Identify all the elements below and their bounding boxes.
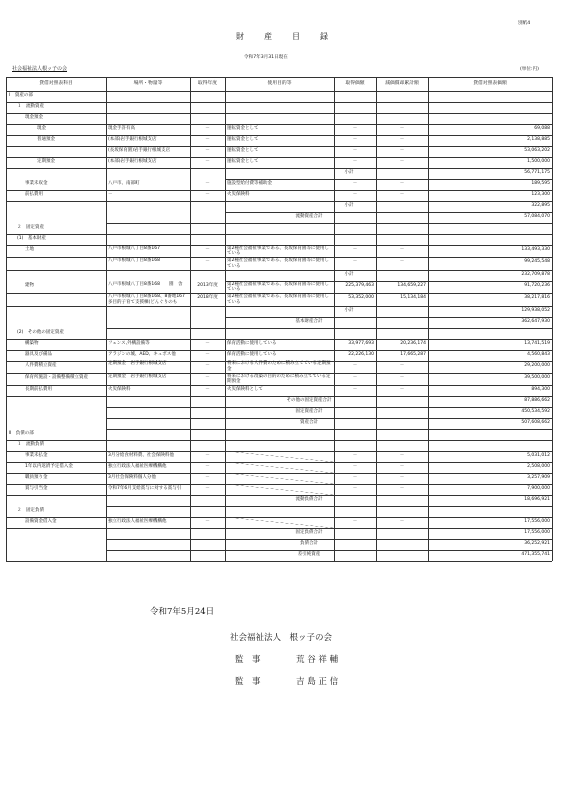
bs-value: 53,063,202 (524, 148, 550, 153)
account-name: ２ 固定負債 (17, 508, 44, 514)
row-rule (106, 223, 552, 224)
acq-cost: － (352, 159, 358, 164)
acq-cost: － (352, 148, 358, 153)
row-rule (106, 328, 552, 329)
footer-org: 社会福祉法人 根ッ子の会 (230, 633, 333, 643)
bs-value: 91,720,236 (524, 282, 550, 288)
purpose: 将来における人件費のために積み立てている定期預金 (227, 361, 331, 372)
row-rule (6, 201, 552, 202)
row-rule (6, 339, 552, 340)
depreciation: － (399, 247, 405, 252)
row-rule (225, 179, 552, 180)
column-rule (225, 77, 226, 561)
depreciation: － (399, 475, 405, 481)
acq-year: － (205, 340, 210, 346)
account-name: 人件費積立資産 (25, 362, 57, 368)
depreciation: － (399, 387, 405, 393)
column-header: 減価償却累計額 (385, 80, 419, 86)
purpose: 施設型給付費等補助金 (227, 181, 272, 186)
total-value: 322,895 (531, 203, 550, 208)
depreciation: － (399, 486, 405, 492)
depreciation: － (399, 137, 405, 142)
depreciation: 15,134,184 (400, 295, 426, 301)
bs-value: 69,088 (534, 126, 550, 131)
subtotal-label: 小計 (344, 170, 354, 175)
row-rule (6, 91, 552, 92)
column-header: 取得年度 (197, 80, 218, 86)
row-rule (106, 429, 552, 430)
bs-value: 189,595 (531, 181, 550, 186)
acq-cost: － (352, 259, 358, 265)
acq-cost: － (352, 486, 358, 492)
acq-year: － (205, 453, 210, 459)
acq-year: － (205, 464, 210, 470)
location: アラジンの城、AED、キュポス他 (108, 351, 176, 357)
row-rule (6, 495, 552, 496)
purpose: 第2種社会福祉事業である、長坂保育園等に使用している (227, 258, 329, 269)
column-header: 貸借対照表価額 (473, 80, 507, 86)
corner-label: 別紙4 (518, 21, 531, 26)
bs-value: 2,138,885 (527, 137, 550, 142)
location: (本部)岩手銀行根城支店 (108, 159, 157, 164)
acq-cost: － (352, 475, 358, 481)
location: 3月社会保険料個人分他 (108, 475, 156, 481)
depreciation: － (399, 148, 405, 153)
row-rule (6, 135, 552, 136)
bs-value: 4,560,843 (527, 351, 550, 357)
acq-year: 2018年度 (197, 295, 218, 301)
subtotal-label: 小計 (344, 203, 354, 208)
total-value: 471,355,741 (521, 552, 550, 558)
total-label: その他の固定資産合計 (286, 398, 332, 404)
location: 令和7年6月支給賞与に対する賞与引 (108, 486, 182, 492)
column-rule (190, 77, 191, 561)
account-name: 事業未払金 (25, 453, 48, 459)
row-rule (106, 550, 552, 551)
row-rule (6, 270, 552, 271)
depreciation: － (399, 181, 405, 186)
row-rule (6, 385, 552, 386)
acq-year: － (205, 362, 210, 368)
diagonal-strike (225, 484, 334, 495)
column-header: 使用目的等 (267, 80, 292, 86)
footer-date: 令和7年5月24日 (150, 607, 215, 617)
purpose: 運転資金として (227, 126, 259, 131)
account-name: 設備資金借入金 (25, 519, 57, 525)
bs-value: 13,741,519 (524, 340, 550, 346)
column-header: 場所・物量等 (133, 80, 163, 86)
location: 八戸市根城八丁目8番168、8番地167 多目的子育て支援棟(どんぐりのも (108, 294, 190, 305)
row-rule (6, 528, 552, 529)
depreciation: 17,665,287 (400, 351, 426, 357)
total-label: 固定負債合計 (295, 530, 323, 536)
auditor1-signature: 荒 谷 祥 輔 (296, 655, 339, 665)
account-name: 事業未収金 (25, 181, 48, 186)
depreciation: － (399, 453, 405, 459)
acq-year: － (205, 137, 210, 142)
document-title: 財 産 目 録 (236, 32, 334, 41)
row-rule (225, 212, 552, 213)
diagonal-strike (225, 517, 334, 528)
acq-cost: － (352, 387, 358, 393)
total-label: 基本財産合計 (295, 318, 323, 324)
row-rule (225, 317, 552, 318)
row-rule (106, 506, 552, 507)
column-header: 貸借対照表科目 (39, 80, 73, 86)
bs-value: 17,556,000 (524, 519, 550, 525)
acq-cost: － (352, 247, 358, 252)
location: － (108, 192, 113, 197)
bs-value: 123,300 (531, 192, 550, 197)
account-name: (1) 基本財産 (17, 236, 46, 241)
bs-value: 7,900,000 (527, 486, 550, 492)
total-value: 507,608,662 (521, 420, 550, 426)
total-value: 129,938,052 (521, 307, 550, 313)
depreciation: 134,659,227 (397, 282, 426, 288)
depreciation: － (399, 192, 405, 197)
acq-cost: 33,977,693 (348, 340, 374, 346)
location: 独立行政法人福祉医療機構他 (108, 519, 167, 525)
column-header: 取得価額 (345, 80, 365, 86)
subtotal-label: 小計 (344, 307, 354, 313)
row-rule (6, 146, 552, 147)
row-rule (6, 77, 552, 78)
acq-year: － (205, 126, 210, 131)
auditor2-signature: 吉 島 正 信 (296, 677, 339, 687)
account-name: 現金 (37, 126, 46, 131)
bs-value: 2,508,000 (527, 464, 550, 470)
row-rule (6, 168, 552, 169)
account-name: 長期前払費用 (25, 387, 52, 393)
auditor1-role: 監 事 (235, 655, 261, 665)
acq-year: － (205, 519, 210, 525)
acq-year: 2013年度 (197, 282, 218, 288)
bs-value: 38,217,816 (524, 295, 550, 301)
total-label: 負債合計 (300, 541, 318, 547)
bs-value: 39,500,000 (524, 375, 550, 380)
acq-year: － (205, 387, 210, 393)
account-name: 賞与引当金 (25, 486, 48, 492)
bs-value: 1,500,000 (527, 159, 550, 164)
row-rule (6, 234, 552, 235)
account-name: 保育所施設・設備整備積立資産 (25, 375, 88, 380)
account-name: 建物 (25, 282, 34, 288)
total-label: 固定資産合計 (295, 409, 323, 415)
depreciation: － (399, 259, 405, 265)
column-rule (428, 77, 429, 561)
purpose: 運転資金として (227, 148, 259, 153)
row-rule (6, 306, 552, 307)
total-value: 18,696,921 (524, 497, 550, 503)
account-name: 現金預金 (25, 115, 43, 120)
column-rule (552, 77, 553, 561)
location: 現金手許有高 (108, 126, 135, 131)
account-name: １ 流動資産 (17, 104, 44, 109)
location: 火災保険料 (108, 387, 131, 393)
account-name: Ⅱ 負債の部 (9, 431, 34, 437)
purpose: 将来における改築の目的のために積み立てている定期預金 (227, 373, 331, 385)
account-name: 構築物 (25, 340, 39, 346)
purpose: 火災保険料として (227, 387, 263, 393)
acq-cost: 53,352,000 (348, 295, 374, 301)
account-name: (2) その他の固定資産 (17, 329, 64, 335)
account-name: 1年以内返済予定借入金 (25, 464, 73, 470)
total-label: 資産合計 (300, 420, 318, 426)
purpose: 保育活動に使用している (227, 340, 277, 346)
row-rule (6, 561, 552, 562)
depreciation: － (399, 464, 405, 470)
asset-inventory-table (6, 77, 552, 561)
account-name: １ 流動負債 (17, 442, 44, 448)
depreciation: － (399, 375, 405, 380)
acq-cost: － (352, 181, 358, 186)
acq-year: － (205, 351, 210, 357)
account-name: 前払費用 (25, 192, 43, 197)
location: 八戸市根城八丁目8番168 園 舎 (108, 281, 183, 287)
acq-cost: － (352, 519, 358, 525)
column-rule (6, 77, 7, 561)
total-value: 362,647,930 (521, 318, 550, 324)
purpose: 第2種社会福祉事業である、長坂保育園等に使用している (227, 281, 329, 293)
location: 八戸市、南部町 (108, 181, 140, 186)
acq-year: － (205, 192, 210, 197)
purpose: 保育活動に使用している (227, 351, 277, 357)
purpose: 運転資金として (227, 159, 259, 164)
location: (本部)岩手銀行根城支店 (108, 137, 157, 142)
account-name: Ⅰ 資産の部 (9, 93, 33, 98)
account-name: 職員預り金 (25, 475, 48, 481)
account-name: ２ 固定資産 (17, 225, 44, 230)
location: 独立行政法人福祉医療機構他 (108, 464, 167, 470)
bs-value: 99,245,548 (524, 259, 550, 265)
acq-year: － (205, 475, 210, 481)
acq-year: － (205, 181, 210, 186)
total-label: 流動負債合計 (295, 497, 323, 503)
total-value: 56,771,175 (524, 170, 550, 175)
diagonal-strike (225, 473, 334, 484)
location: 八戸市根城八丁目8番167 (108, 245, 160, 251)
row-rule (6, 190, 552, 191)
column-rule (334, 77, 335, 561)
row-rule (6, 102, 552, 103)
acq-year: － (205, 247, 210, 252)
row-rule (106, 418, 552, 419)
account-name: 器具及び備品 (25, 351, 52, 357)
bs-value: 3,257,909 (527, 475, 550, 481)
row-rule (6, 396, 552, 397)
diagonal-strike (225, 451, 334, 462)
location: 定期預金 岩手銀行根城支店 (108, 373, 167, 379)
acq-cost: － (352, 362, 358, 368)
location: 3月分給食材料費、社会保険料他 (108, 453, 174, 459)
location: 八戸市根城八丁目8番168 (108, 258, 160, 264)
as-of-date: 令和7年3月31日現在 (244, 55, 288, 60)
account-name: 普通預金 (37, 137, 55, 142)
depreciation: 20,236,174 (400, 340, 426, 346)
location: 定期預金 岩手銀行根城支店 (108, 361, 167, 367)
row-rule (6, 157, 552, 158)
acq-year: － (205, 486, 210, 492)
bs-value: 133,493,330 (521, 247, 550, 252)
row-rule (106, 539, 552, 540)
total-value: 450,534,592 (521, 409, 550, 415)
acq-cost: － (352, 453, 358, 459)
column-rule (376, 77, 377, 561)
total-value: 17,556,000 (524, 530, 550, 536)
total-label: 差引純資産 (297, 552, 321, 558)
bs-value: 29,200,000 (524, 362, 550, 368)
auditor2-role: 監 事 (235, 677, 261, 687)
acq-cost: － (352, 126, 358, 131)
row-rule (6, 113, 552, 114)
acq-cost: － (352, 137, 358, 142)
acq-cost: － (352, 464, 358, 470)
acq-year: － (205, 148, 210, 153)
total-value: 232,709,878 (521, 271, 550, 277)
unit-label: (単位:円) (520, 67, 539, 72)
total-value: 36,252,921 (524, 541, 550, 547)
acq-cost: 22,226,130 (348, 351, 374, 357)
depreciation: － (399, 159, 405, 164)
acq-year: － (205, 259, 210, 265)
bs-value: 894,300 (531, 387, 550, 393)
total-value: 57,084,070 (524, 214, 550, 219)
diagonal-strike (225, 462, 334, 473)
account-name: 土地 (25, 247, 34, 252)
row-rule (6, 124, 552, 125)
purpose: 運転資金として (227, 137, 259, 142)
subtotal-label: 小計 (344, 271, 354, 277)
location: フェンス,外構設備等 (108, 340, 150, 346)
depreciation: － (399, 362, 405, 368)
location: (長坂保育園)岩手銀行根城支店 (108, 148, 171, 153)
acq-cost: － (352, 375, 358, 380)
total-label: 流動資産合計 (295, 214, 323, 219)
acq-cost: － (352, 192, 358, 197)
column-rule (106, 77, 107, 561)
purpose: 火災保険料 (227, 192, 250, 197)
total-value: 87,886,662 (524, 398, 550, 404)
row-rule (106, 407, 552, 408)
acq-cost: 225,379,463 (345, 282, 374, 288)
depreciation: － (399, 126, 405, 131)
purpose: 第2種社会福祉事業である、長坂保育園等に使用している (227, 294, 329, 305)
purpose: 第2種社会福祉事業である、長坂保育園等に使用している (227, 245, 329, 257)
row-rule (6, 350, 552, 351)
row-rule (6, 440, 552, 441)
acq-year: － (205, 159, 210, 164)
acq-year: － (205, 375, 210, 380)
organization-name: 社会福祉法人根ッ子の会 (12, 66, 68, 72)
depreciation: － (399, 519, 405, 525)
account-name: 定期預金 (37, 159, 55, 164)
bs-value: 5,031,012 (527, 453, 550, 459)
